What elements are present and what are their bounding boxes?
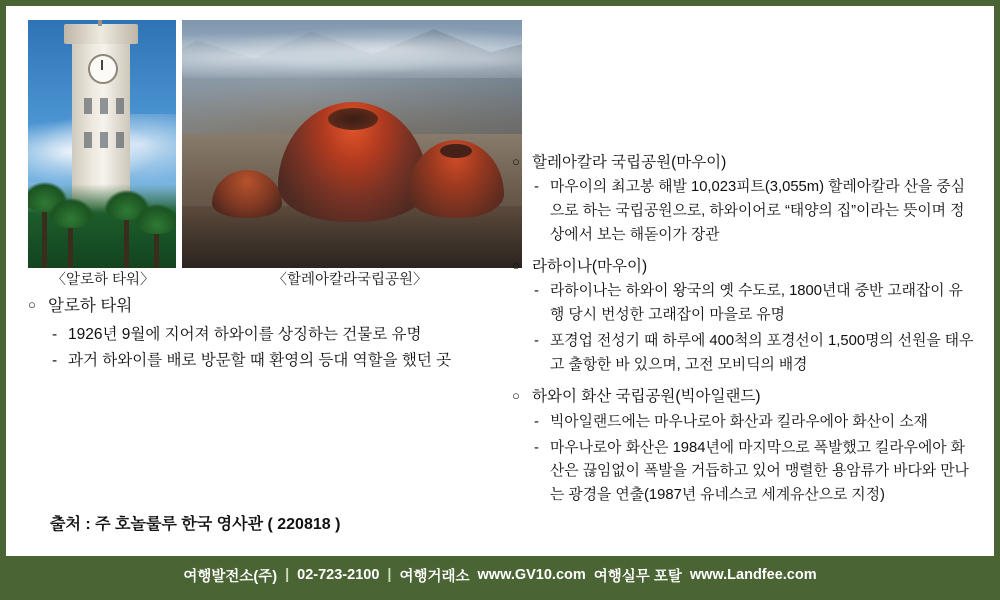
- list-item: [52, 323, 528, 347]
- tower-window: [84, 132, 92, 148]
- palm-tree: [42, 198, 47, 268]
- circle-bullet-icon: ○: [512, 258, 520, 274]
- dash-bullet-icon: -: [534, 413, 539, 430]
- section-title: 라하이나(마우이): [532, 258, 648, 276]
- tower-window: [84, 98, 92, 114]
- source-note: 출처 : 주 호놀룰루 한국 영사관 ( 220818 ): [50, 516, 341, 533]
- clock-face: [88, 54, 118, 84]
- footer-label-exchange: 여행거래소: [399, 568, 470, 585]
- list-item: [534, 280, 976, 328]
- section-heading: [512, 151, 976, 174]
- footer-bar: [6, 556, 994, 594]
- list-item: [534, 176, 976, 248]
- list-item-text: 1926년 9월에 지어져 하와이를 상징하는 건물로 유명: [68, 325, 422, 343]
- circle-bullet-icon: ○: [28, 297, 36, 312]
- caption-aloha-tower: 〈알로하 타워〉: [51, 272, 155, 288]
- dash-bullet-icon: -: [52, 351, 58, 369]
- dash-bullet-icon: -: [534, 439, 539, 456]
- tower-window: [100, 98, 108, 114]
- list-item: [534, 411, 976, 435]
- section-items: [534, 176, 976, 248]
- circle-bullet-icon: ○: [512, 388, 520, 404]
- footer-label-portal: 여행실무 포탈: [593, 568, 682, 585]
- list-item-text: 포경업 전성기 때 하루에 400척의 포경선이 1,500명의 선원을 태우고 출항한 바 있으며, 고전 모비딕의 배경: [550, 333, 974, 374]
- list-item-text: 라하이나는 하와이 왕국의 옛 수도로, 1800년대 중반 고래잡이 유행 당시 번성한 고래잡이 마을로 유명: [550, 283, 963, 324]
- tower-window: [100, 132, 108, 148]
- dash-bullet-icon: -: [534, 179, 539, 196]
- footer-link-gv10[interactable]: www.GV10.com: [477, 567, 586, 583]
- caption-row: [28, 268, 522, 289]
- dash-bullet-icon: -: [534, 283, 539, 300]
- list-item-text: 빅아일랜드에는 마우나로아 화산과 킬라우에아 화산이 소재: [550, 413, 928, 430]
- tower-spire: [98, 20, 102, 26]
- footer-link-landfee[interactable]: www.Landfee.com: [689, 567, 817, 583]
- image-row: [28, 20, 522, 268]
- section-title: 할레아칼라 국립공원(마우이): [532, 154, 727, 171]
- list-item: [52, 349, 528, 373]
- list-item-text: 마우이의 최고봉 해발 10,023피트(3,055m) 할레아칼라 산을 중심으로 하는 국립공원으로, 하와이어로 “태양의 집”이라는 뜻이며 정상에서 보는 해돋이가 장관: [550, 179, 966, 244]
- tower-window: [116, 98, 124, 114]
- section-heading: [512, 255, 976, 278]
- section-items: [52, 323, 528, 373]
- aloha-tower-photo: [28, 20, 176, 268]
- circle-bullet-icon: ○: [512, 154, 520, 169]
- caption-haleakala-park: 〈할레아칼라국립공원〉: [272, 272, 428, 288]
- section-title: 알로하 타워: [48, 297, 133, 315]
- list-item-text: 과거 하와이를 배로 방문할 때 환영의 등대 역할을 했던 곳: [68, 351, 452, 369]
- section-items: [534, 280, 976, 378]
- palm-tree: [154, 220, 159, 268]
- tower-window: [116, 132, 124, 148]
- footer-company: 여행발전소(주): [183, 568, 278, 585]
- section-title: 하와이 화산 국립공원(빅아일랜드): [532, 388, 761, 406]
- footer-separator: |: [285, 567, 290, 583]
- section-items: [534, 411, 976, 509]
- dash-bullet-icon: -: [52, 325, 58, 343]
- footer-phone: 02-723-2100: [297, 567, 380, 583]
- section-heading: [512, 385, 976, 408]
- footer-separator: |: [387, 567, 392, 583]
- haleakala-park-photo: [182, 20, 522, 268]
- tower-top: [64, 24, 138, 44]
- right-text-block: [512, 151, 976, 515]
- dash-bullet-icon: -: [534, 333, 539, 350]
- left-text-block: [28, 294, 528, 381]
- list-item: [534, 330, 976, 378]
- cloud-bank: [182, 26, 522, 78]
- palm-tree: [68, 214, 73, 268]
- section-heading: [28, 294, 528, 319]
- list-item: [534, 437, 976, 509]
- palm-tree: [124, 206, 129, 268]
- list-item-text: 마우나로아 화산은 1984년에 마지막으로 폭발했고 킬라우에아 화산은 끊임없이 폭발을 거듭하고 있어 맹렬한 용암류가 바다와 만나는 광경을 연출(1987년 유네스코 세계유산으로 지정): [550, 439, 969, 504]
